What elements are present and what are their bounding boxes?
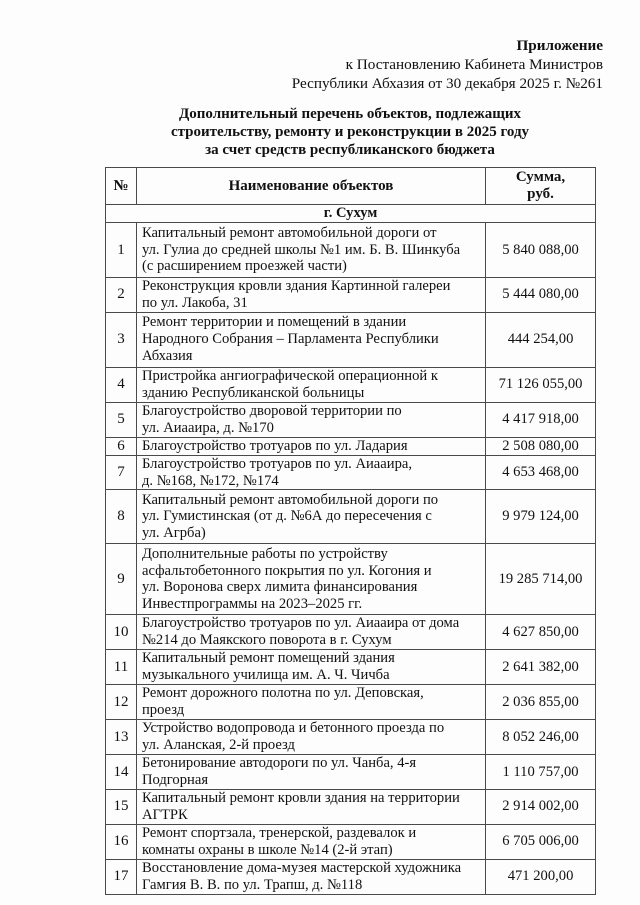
object-name-line: ул. Агрба) (141, 525, 206, 542)
row-sum: 2 036 855,00 (486, 685, 596, 720)
table-row (106, 437, 596, 455)
object-name-line: ул. Гулиа до средней школы №1 им. Б. В. Шинкуба (141, 241, 461, 258)
row-object-name (136, 544, 485, 615)
row-number: 14 (106, 755, 137, 790)
row-number: 6 (106, 437, 137, 455)
table-row (106, 650, 596, 685)
section-row (106, 205, 596, 223)
object-name-line: музыкального училища им. А. Ч. Чичба (141, 667, 390, 684)
document-title (0, 105, 640, 159)
object-name-line: ул. Гумистинская (от д. №6А до пересечения с (141, 508, 432, 525)
object-name-line: комнаты охраны в школе №14 (2-й этап) (141, 841, 393, 858)
object-name-line: Дополнительные работы по устройству (141, 545, 388, 562)
row-object-name (136, 720, 485, 755)
row-sum: 4 627 850,00 (486, 615, 596, 650)
object-name-line: Ремонт территории и помещений в здании (141, 314, 407, 331)
object-name-line: Благоустройство тротуаров по ул. Ладария (141, 437, 408, 454)
object-name-line: Благоустройство дворовой территории по (141, 402, 402, 419)
header-name: Наименование объектов (136, 168, 485, 205)
table-row (106, 402, 596, 437)
row-object-name (136, 859, 485, 894)
row-object-name (136, 755, 485, 790)
row-sum: 5 444 080,00 (486, 278, 596, 313)
table-row (106, 223, 596, 278)
row-number: 15 (106, 789, 137, 824)
row-sum: 2 914 002,00 (486, 789, 596, 824)
object-name-line: Ремонт дорожного полотна по ул. Деповская, (141, 685, 424, 702)
row-sum: 444 254,00 (486, 312, 596, 367)
row-object-name (136, 223, 485, 278)
document-title-line-1: Дополнительный перечень объектов, подлежащих (178, 106, 522, 122)
object-name-line: Подгорная (141, 771, 209, 788)
object-name-line: проезд (141, 702, 185, 719)
row-sum: 1 110 757,00 (486, 755, 596, 790)
row-sum: 471 200,00 (486, 859, 596, 894)
document-title-line-2: строительству, ремонту и реконструкции в 2025 году (170, 124, 530, 140)
row-sum: 19 285 714,00 (486, 544, 596, 615)
table-row (106, 455, 596, 490)
table-row (106, 789, 596, 824)
row-object-name (136, 437, 485, 455)
object-name-line: Ремонт спортзала, тренерской, раздевалок и (141, 824, 417, 841)
object-name-line: Капитальный ремонт помещений здания (141, 650, 395, 667)
table-row (106, 615, 596, 650)
row-sum: 5 840 088,00 (486, 223, 596, 278)
appendix-line-1: к Постановлению Кабинета Министров (345, 56, 603, 73)
table-row (106, 685, 596, 720)
table-row (106, 312, 596, 367)
object-name-line: Народного Собрания – Парламента Республики (141, 331, 439, 348)
row-number: 5 (106, 402, 137, 437)
row-number: 12 (106, 685, 137, 720)
row-object-name (136, 490, 485, 544)
row-object-name (136, 367, 485, 402)
appendix-title: Приложение (516, 37, 603, 54)
row-number: 16 (106, 824, 137, 859)
row-number: 1 (106, 223, 137, 278)
object-name-line: АГТРК (141, 806, 188, 823)
object-name-line: ул. Аиааира, д. №170 (141, 419, 274, 436)
row-object-name (136, 685, 485, 720)
object-name-line: Реконструкция кровли здания Картинной галереи (141, 278, 451, 294)
section-title: г. Сухум (106, 205, 596, 223)
appendix-header (292, 36, 603, 93)
row-object-name (136, 402, 485, 437)
table-row (106, 490, 596, 544)
row-sum: 71 126 055,00 (486, 367, 596, 402)
row-object-name (136, 650, 485, 685)
object-name-line: Благоустройство тротуаров по ул. Аиааира от дома (141, 615, 460, 632)
row-number: 2 (106, 278, 137, 313)
object-name-line: (с расширением проезжей части) (141, 258, 347, 275)
header-sum-line-2: руб. (527, 186, 554, 202)
object-name-line: Пристройка ангиографической операционной к (141, 367, 438, 384)
row-object-name (136, 789, 485, 824)
row-object-name (136, 312, 485, 367)
row-number: 11 (106, 650, 137, 685)
object-name-line: Инвестпрограммы на 2023–2025 гг. (141, 596, 363, 613)
row-number: 8 (106, 490, 137, 544)
object-name-line: асфальтобетонного покрытия по ул. Когония и (141, 562, 432, 579)
row-number: 9 (106, 544, 137, 615)
row-object-name (136, 824, 485, 859)
row-number: 10 (106, 615, 137, 650)
row-object-name (136, 278, 485, 313)
object-name-line: ул. Воронова сверх лимита финансирования (141, 579, 418, 596)
row-sum: 9 979 124,00 (486, 490, 596, 544)
row-sum: 6 705 006,00 (486, 824, 596, 859)
document-title-line-3: за счет средств республиканского бюджета (205, 142, 495, 158)
object-name-line: зданию Республиканской больницы (141, 384, 365, 401)
header-number: № (106, 168, 137, 205)
object-name-line: Благоустройство тротуаров по ул. Аиааира, (141, 455, 412, 472)
row-sum: 2 508 080,00 (486, 437, 596, 455)
row-object-name (136, 615, 485, 650)
row-number: 17 (106, 859, 137, 894)
table-header-row (106, 168, 596, 205)
table-row (106, 720, 596, 755)
object-name-line: ул. Аланская, 2-й проезд (141, 737, 295, 754)
header-sum-line-1: Сумма, (515, 169, 566, 185)
objects-table (105, 167, 596, 895)
table-row (106, 859, 596, 894)
row-number: 3 (106, 312, 137, 367)
header-sum (486, 168, 596, 205)
row-number: 13 (106, 720, 137, 755)
table-row (106, 278, 596, 313)
row-sum: 4 653 468,00 (486, 455, 596, 490)
table-row (106, 824, 596, 859)
object-name-line: Бетонирование автодороги по ул. Чанба, 4-я (141, 755, 417, 772)
table-row (106, 544, 596, 615)
table-row (106, 755, 596, 790)
object-name-line: Восстановление дома-музея мастерской художника (141, 859, 462, 876)
object-name-line: Капитальный ремонт автомобильной дороги от (141, 224, 437, 241)
object-name-line: по ул. Лакоба, 31 (141, 294, 248, 311)
object-name-line: д. №168, №172, №174 (141, 472, 279, 489)
row-sum: 4 417 918,00 (486, 402, 596, 437)
object-name-line: Устройство водопровода и бетонного проезда по (141, 720, 445, 737)
row-number: 4 (106, 367, 137, 402)
object-name-line: Абхазия (141, 348, 193, 365)
row-number: 7 (106, 455, 137, 490)
row-object-name (136, 455, 485, 490)
object-name-line: Капитальный ремонт автомобильной дороги по (141, 491, 439, 508)
appendix-line-2: Республики Абхазия от 30 декабря 2025 г. №261 (291, 75, 603, 92)
row-sum: 8 052 246,00 (486, 720, 596, 755)
object-name-line: №214 до Маякского поворота в г. Сухум (141, 632, 392, 649)
object-name-line: Гамгия В. В. по ул. Трапш, д. №118 (141, 876, 363, 893)
table-row (106, 367, 596, 402)
object-name-line: Капитальный ремонт кровли здания на территории (141, 789, 460, 806)
row-sum: 2 641 382,00 (486, 650, 596, 685)
